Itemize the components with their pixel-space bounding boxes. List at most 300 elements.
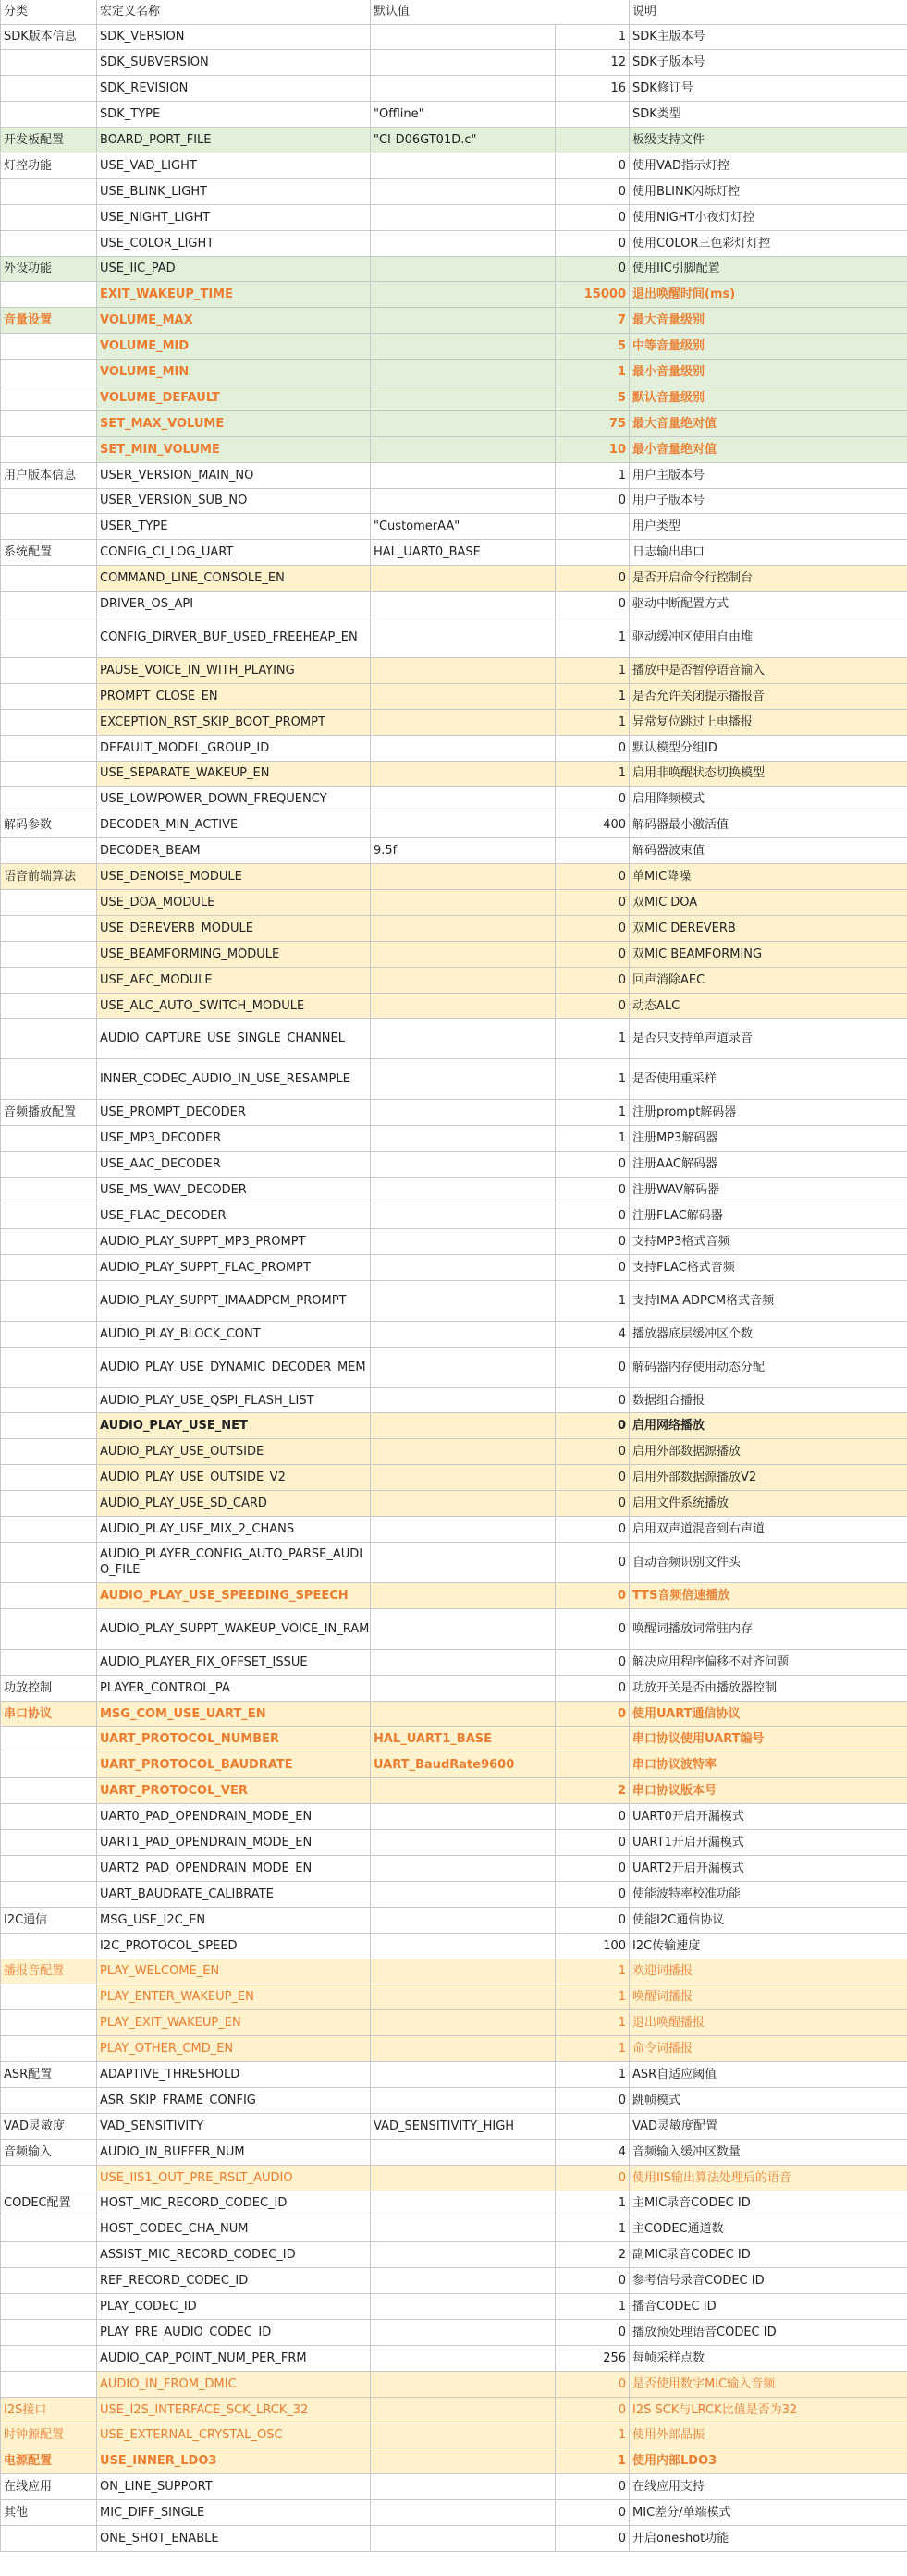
string-value-cell [371,153,556,178]
table-row [1,1649,907,1675]
description-cell: 默认音量级别 [630,385,907,410]
category-cell [1,514,97,540]
numeric-value-cell: 0 [556,592,630,617]
header-macro-name: 宏定义名称 [97,0,371,24]
numeric-value-cell: 0 [556,1675,630,1701]
table-row [1,334,907,360]
table-row [1,308,907,334]
macro-name-cell: UART2_PAD_OPENDRAIN_MODE_EN [97,1855,371,1881]
macro-name-cell: PLAY_WELCOME_EN [97,1959,371,1984]
description-cell: 用户类型 [630,514,907,540]
category-cell [1,735,97,761]
macro-name-cell: UART1_PAD_OPENDRAIN_MODE_EN [97,1830,371,1856]
description-cell: 使用IIC引脚配置 [630,256,907,282]
description-cell: 使能I2C通信协议 [630,1907,907,1933]
category-cell [1,385,97,410]
string-value-cell [371,178,556,204]
table-row [1,1203,907,1229]
description-cell: 主CODEC通道数 [630,2216,907,2242]
category-cell [1,1855,97,1881]
numeric-value-cell: 4 [556,2139,630,2165]
numeric-value-cell: 1 [556,2191,630,2216]
string-value-cell [371,256,556,282]
numeric-value-cell: 0 [556,1582,630,1608]
table-row [1,2526,907,2552]
numeric-value-cell: 1 [556,2423,630,2448]
description-cell: 板级支持文件 [630,128,907,153]
description-cell: 启用降频模式 [630,787,907,812]
category-cell [1,2242,97,2268]
string-value-cell [371,890,556,916]
macro-name-cell: DECODER_MIN_ACTIVE [97,812,371,838]
category-cell: 外设功能 [1,256,97,282]
numeric-value-cell: 1 [556,2010,630,2036]
macro-name-cell: MSG_COM_USE_UART_EN [97,1701,371,1727]
string-value-cell [371,1804,556,1830]
table-row [1,709,907,735]
description-cell: 动态ALC [630,993,907,1019]
category-cell [1,102,97,128]
macro-name-cell: USER_VERSION_SUB_NO [97,488,371,514]
category-cell: 电源配置 [1,2448,97,2474]
category-cell [1,410,97,436]
category-cell [1,50,97,76]
table-row [1,967,907,993]
string-value-cell [371,2319,556,2345]
macro-name-cell: PLAY_CODEC_ID [97,2294,371,2320]
category-cell [1,2345,97,2371]
string-value-cell [371,941,556,967]
string-value-cell [371,204,556,230]
category-cell: 解码参数 [1,812,97,838]
description-cell: 使能波特率校准功能 [630,1881,907,1907]
macro-name-cell: AUDIO_PLAY_BLOCK_CONT [97,1321,371,1347]
description-cell: SDK子版本号 [630,50,907,76]
category-cell [1,2319,97,2345]
string-value-cell [371,24,556,50]
table-row [1,915,907,941]
category-cell: 串口协议 [1,1701,97,1727]
description-cell: 解码器最小激活值 [630,812,907,838]
macro-name-cell: UART_PROTOCOL_BAUDRATE [97,1752,371,1778]
numeric-value-cell: 256 [556,2345,630,2371]
numeric-value-cell: 0 [556,204,630,230]
description-cell: UART0开启开漏模式 [630,1804,907,1830]
numeric-value-cell: 0 [556,1152,630,1178]
numeric-value-cell: 0 [556,1491,630,1517]
macro-name-cell: AUDIO_PLAY_USE_MIX_2_CHANS [97,1517,371,1543]
macro-name-cell: PLAY_PRE_AUDIO_CODEC_ID [97,2319,371,2345]
description-cell: 音频输入缓冲区数量 [630,2139,907,2165]
category-cell [1,1059,97,1100]
description-cell: 双MIC DOA [630,890,907,916]
category-cell: 音量设置 [1,308,97,334]
category-cell [1,360,97,385]
numeric-value-cell: 0 [556,1439,630,1465]
description-cell: 日志输出串口 [630,540,907,566]
numeric-value-cell: 1 [556,360,630,385]
description-cell: 串口协议版本号 [630,1778,907,1804]
numeric-value-cell: 0 [556,1649,630,1675]
macro-name-cell: AUDIO_PLAY_USE_QSPI_FLASH_LIST [97,1387,371,1413]
string-value-cell [371,1059,556,1100]
string-value-cell [371,1984,556,2010]
description-cell: UART1开启开漏模式 [630,1830,907,1856]
table-row [1,128,907,153]
numeric-value-cell: 0 [556,864,630,890]
macro-name-cell: PAUSE_VOICE_IN_WITH_PLAYING [97,657,371,683]
macro-name-cell: HOST_MIC_RECORD_CODEC_ID [97,2191,371,2216]
numeric-value-cell: 1 [556,683,630,709]
string-value-cell [371,1675,556,1701]
category-cell [1,1439,97,1465]
table-row [1,50,907,76]
table-row [1,1933,907,1959]
macro-name-cell: PLAY_EXIT_WAKEUP_EN [97,2010,371,2036]
category-cell [1,2294,97,2320]
numeric-value-cell: 0 [556,178,630,204]
numeric-value-cell: 1 [556,2448,630,2474]
numeric-value-cell: 0 [556,2371,630,2397]
string-value-cell [371,2165,556,2191]
numeric-value-cell: 0 [556,2165,630,2191]
description-cell: 跳帧模式 [630,2087,907,2113]
table-row [1,1701,907,1727]
numeric-value-cell: 12 [556,50,630,76]
macro-name-cell: SDK_VERSION [97,24,371,50]
category-cell [1,1830,97,1856]
numeric-value-cell [556,102,630,128]
table-body [1,24,907,2551]
macro-name-cell: EXCEPTION_RST_SKIP_BOOT_PROMPT [97,709,371,735]
macro-name-cell: DEFAULT_MODEL_GROUP_ID [97,735,371,761]
macro-name-cell: AUDIO_CAPTURE_USE_SINGLE_CHANNEL [97,1019,371,1059]
table-row [1,204,907,230]
string-value-cell: "Offline" [371,102,556,128]
header-description: 说明 [630,0,907,24]
macro-name-cell: USE_DOA_MODULE [97,890,371,916]
table-row [1,282,907,308]
category-cell: SDK版本信息 [1,24,97,50]
description-cell: 启用双声道混音到右声道 [630,1517,907,1543]
table-row [1,1778,907,1804]
table-row [1,1178,907,1203]
description-cell: 支持FLAC格式音频 [630,1254,907,1280]
table-row [1,993,907,1019]
macro-name-cell: SET_MIN_VOLUME [97,436,371,462]
table-row [1,617,907,657]
table-row [1,1347,907,1387]
description-cell: ASR自适应阈值 [630,2062,907,2088]
numeric-value-cell: 0 [556,2474,630,2500]
string-value-cell: HAL_UART0_BASE [371,540,556,566]
string-value-cell [371,1321,556,1347]
table-row [1,1752,907,1778]
numeric-value-cell: 0 [556,2319,630,2345]
description-cell: 副MIC录音CODEC ID [630,2242,907,2268]
category-cell [1,1126,97,1152]
description-cell: 驱动缓冲区使用自由堆 [630,617,907,657]
macro-name-cell: AUDIO_PLAY_USE_DYNAMIC_DECODER_MEM [97,1347,371,1387]
string-value-cell [371,410,556,436]
category-cell [1,1804,97,1830]
category-cell [1,915,97,941]
description-cell: 解码器内存使用动态分配 [630,1347,907,1387]
numeric-value-cell: 10 [556,436,630,462]
category-cell: 在线应用 [1,2474,97,2500]
string-value-cell: 9.5f [371,838,556,864]
table-row [1,1907,907,1933]
category-cell: 语音前端算法 [1,864,97,890]
description-cell: VAD灵敏度配置 [630,2113,907,2139]
description-cell: 使用BLINK闪烁灯控 [630,178,907,204]
category-cell: I2S接口 [1,2397,97,2423]
category-cell [1,1413,97,1439]
category-cell [1,890,97,916]
description-cell: 双MIC BEAMFORMING [630,941,907,967]
macro-name-cell: USE_IIS1_OUT_PRE_RSLT_AUDIO [97,2165,371,2191]
description-cell: 开启oneshot功能 [630,2526,907,2552]
description-cell: 每帧采样点数 [630,2345,907,2371]
numeric-value-cell: 0 [556,2526,630,2552]
category-cell [1,2526,97,2552]
numeric-value-cell: 1 [556,462,630,488]
category-cell: ASR配置 [1,2062,97,2088]
description-cell: 使用VAD指示灯控 [630,153,907,178]
table-row [1,1984,907,2010]
table-row [1,178,907,204]
category-cell: CODEC配置 [1,2191,97,2216]
description-cell: 启用文件系统播放 [630,1491,907,1517]
table-row [1,2010,907,2036]
macro-name-cell: USER_TYPE [97,514,371,540]
numeric-value-cell: 0 [556,1228,630,1254]
table-row [1,410,907,436]
table-row [1,1126,907,1152]
table-row [1,657,907,683]
table-row [1,540,907,566]
category-cell [1,1881,97,1907]
category-cell [1,1152,97,1178]
string-value-cell [371,1413,556,1439]
category-cell [1,488,97,514]
table-row [1,838,907,864]
string-value-cell [371,334,556,360]
category-cell [1,1608,97,1649]
string-value-cell [371,2397,556,2423]
numeric-value-cell: 0 [556,1413,630,1439]
description-cell: 是否使用重采样 [630,1059,907,1100]
numeric-value-cell: 0 [556,2087,630,2113]
category-cell [1,1178,97,1203]
string-value-cell [371,1387,556,1413]
macro-name-cell: VOLUME_MIN [97,360,371,385]
table-row [1,2216,907,2242]
macro-name-cell: USE_IIC_PAD [97,256,371,282]
macro-name-cell: VAD_SENSITIVITY [97,2113,371,2139]
numeric-value-cell: 15000 [556,282,630,308]
numeric-value-cell: 0 [556,993,630,1019]
description-cell: 播放中是否暂停语音输入 [630,657,907,683]
table-row [1,1387,907,1413]
string-value-cell [371,967,556,993]
string-value-cell [371,1542,556,1582]
category-cell [1,282,97,308]
description-cell: 最大音量绝对值 [630,410,907,436]
category-cell [1,1727,97,1752]
numeric-value-cell: 0 [556,1907,630,1933]
description-cell: 使用COLOR三色彩灯灯控 [630,230,907,256]
category-cell: VAD灵敏度 [1,2113,97,2139]
table-row [1,2113,907,2139]
description-cell: 唤醒词播报 [630,1984,907,2010]
table-row [1,1413,907,1439]
category-cell [1,2087,97,2113]
numeric-value-cell: 0 [556,153,630,178]
numeric-value-cell: 1 [556,1059,630,1100]
string-value-cell [371,2010,556,2036]
string-value-cell [371,915,556,941]
description-cell: 用户子版本号 [630,488,907,514]
numeric-value-cell: 0 [556,1178,630,1203]
category-cell [1,1491,97,1517]
category-cell [1,1203,97,1229]
table-row [1,1582,907,1608]
macro-name-cell: USE_VAD_LIGHT [97,153,371,178]
table-row [1,230,907,256]
description-cell: 回声消除AEC [630,967,907,993]
macro-name-cell: ASSIST_MIC_RECORD_CODEC_ID [97,2242,371,2268]
string-value-cell [371,709,556,735]
table-row [1,566,907,592]
category-cell [1,838,97,864]
category-cell [1,941,97,967]
numeric-value-cell: 0 [556,1203,630,1229]
numeric-value-cell: 0 [556,256,630,282]
string-value-cell [371,2448,556,2474]
category-cell [1,1280,97,1321]
macro-name-cell: PLAY_ENTER_WAKEUP_EN [97,1984,371,2010]
category-cell [1,1542,97,1582]
macro-name-cell: AUDIO_PLAY_SUPPT_MP3_PROMPT [97,1228,371,1254]
string-value-cell [371,2526,556,2552]
numeric-value-cell: 0 [556,915,630,941]
string-value-cell [371,1933,556,1959]
macro-name-cell: DRIVER_OS_API [97,592,371,617]
category-cell [1,993,97,1019]
numeric-value-cell: 0 [556,1387,630,1413]
description-cell: 是否使用数字MIC输入音频 [630,2371,907,2397]
macro-name-cell: AUDIO_PLAY_USE_OUTSIDE_V2 [97,1465,371,1491]
category-cell [1,1778,97,1804]
description-cell: 使用NIGHT小夜灯灯控 [630,204,907,230]
category-cell [1,204,97,230]
string-value-cell [371,993,556,1019]
numeric-value-cell: 1 [556,1019,630,1059]
category-cell [1,178,97,204]
macro-name-cell: VOLUME_MAX [97,308,371,334]
table-row [1,1881,907,1907]
string-value-cell [371,735,556,761]
string-value-cell [371,1203,556,1229]
numeric-value-cell: 0 [556,2500,630,2526]
numeric-value-cell [556,128,630,153]
description-cell: 启用网络播放 [630,1413,907,1439]
numeric-value-cell: 0 [556,967,630,993]
macro-name-cell: MSG_USE_I2C_EN [97,1907,371,1933]
numeric-value-cell: 0 [556,787,630,812]
table-row [1,256,907,282]
numeric-value-cell: 5 [556,334,630,360]
numeric-value-cell: 0 [556,2397,630,2423]
macro-name-cell: VOLUME_MID [97,334,371,360]
macro-name-cell: UART0_PAD_OPENDRAIN_MODE_EN [97,1804,371,1830]
macro-name-cell: USE_BLINK_LIGHT [97,178,371,204]
description-cell: 注册prompt解码器 [630,1100,907,1126]
string-value-cell [371,566,556,592]
string-value-cell [371,2139,556,2165]
string-value-cell [371,2474,556,2500]
description-cell: 欢迎词播报 [630,1959,907,1984]
numeric-value-cell [556,2113,630,2139]
macro-name-cell: AUDIO_PLAYER_FIX_OFFSET_ISSUE [97,1649,371,1675]
description-cell: 唤醒词播放词常驻内存 [630,1608,907,1649]
category-cell [1,1752,97,1778]
numeric-value-cell: 1 [556,1100,630,1126]
description-cell: 播放器底层缓冲区个数 [630,1321,907,1347]
category-cell: 时钟源配置 [1,2423,97,2448]
macro-name-cell: ON_LINE_SUPPORT [97,2474,371,2500]
table-row [1,385,907,410]
numeric-value-cell [556,1752,630,1778]
description-cell: 启用非唤醒状态切换模型 [630,761,907,787]
numeric-value-cell: 7 [556,308,630,334]
description-cell: 命令词播报 [630,2036,907,2062]
macro-name-cell: AUDIO_PLAY_USE_NET [97,1413,371,1439]
table-row [1,2448,907,2474]
description-cell: 使用外部晶振 [630,2423,907,2448]
numeric-value-cell: 2 [556,2242,630,2268]
table-row [1,864,907,890]
numeric-value-cell [556,540,630,566]
table-row [1,2165,907,2191]
numeric-value-cell: 1 [556,2062,630,2088]
category-cell [1,2371,97,2397]
table-row [1,1152,907,1178]
category-cell [1,1254,97,1280]
description-cell: 单MIC降噪 [630,864,907,890]
description-cell: 退出唤醒时间(ms) [630,282,907,308]
description-cell: TTS音频倍速播放 [630,1582,907,1608]
macro-name-cell: USE_AAC_DECODER [97,1152,371,1178]
table-row [1,1542,907,1582]
description-cell: 支持MP3格式音频 [630,1228,907,1254]
string-value-cell [371,488,556,514]
numeric-value-cell: 16 [556,76,630,102]
table-row [1,2268,907,2294]
category-cell [1,592,97,617]
string-value-cell [371,2216,556,2242]
table-row [1,1019,907,1059]
category-cell [1,683,97,709]
string-value-cell [371,1019,556,1059]
description-cell: 在线应用支持 [630,2474,907,2500]
description-cell: 使用IIS输出算法处理后的语音 [630,2165,907,2191]
string-value-cell [371,2500,556,2526]
table-row [1,1439,907,1465]
numeric-value-cell: 1 [556,2294,630,2320]
description-cell: 解码器波束值 [630,838,907,864]
